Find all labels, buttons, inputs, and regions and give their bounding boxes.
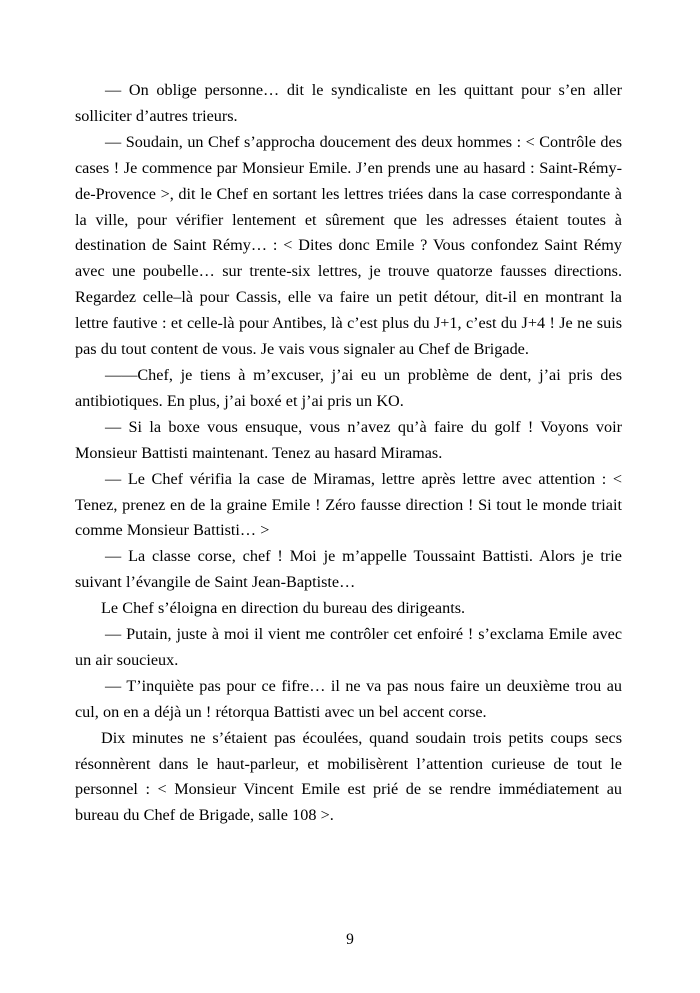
paragraph: — Si la boxe vous ensuque, vous n’avez qu’à faire du golf ! Voyons voir Monsieur Battisti maintenant. Tenez au hasard Miramas. (75, 417, 622, 462)
paragraph: — Le Chef vérifia la case de Miramas, lettre après lettre avec attention : < Tenez, prenez en de la graine Emile ! Zéro fausse direction ! Si tout le monde triait comme Monsieur Battisti… > (75, 469, 622, 540)
body-text-column (75, 78, 622, 829)
paragraph: — On oblige personne… dit le syndicaliste en les quittant pour s’en aller solliciter d’autres trieurs. (75, 81, 622, 125)
paragraph: — Soudain, un Chef s’approcha doucement des deux hommes : < Contrôle des cases ! Je commence par Monsieur Emile. J’en prends une au hasard : Saint-Rémy-de-Provence >, dit le Chef en sortant les lettres triées dans la case correspondante à la ville, pour vérifier lentement et sûrement que les adresses étaient toutes à destination de Saint Rémy… : < Dites donc Emile ? Vous confondez Saint Rémy avec une poubelle… sur trente-six lettres, je trouve quatorze fausses directions. Regardez celle–là pour Cassis, elle va faire un petit détour, dit-il en montrant la lettre fautive : et celle-là pour Antibes, là c’est plus du J+1, c’est du J+4 ! Je ne suis pas du tout content de vous. Je vais vous signaler au Chef de Brigade. (75, 132, 622, 359)
paragraph: — La classe corse, chef ! Moi je m’appelle Toussaint Battisti. Alors je trie suivant l’évangile de Saint Jean-Baptiste… (75, 547, 622, 592)
paragraph: — T’inquiète pas pour ce fifre… il ne va pas nous faire un deuxième trou au cul, on en a déjà un ! rétorqua Battisti avec un bel accent corse. (75, 676, 622, 721)
paragraph: ——Chef, je tiens à m’excuser, j’ai eu un problème de dent, j’ai pris des antibiotiques. En plus, j’ai boxé et j’ai pris un KO. (75, 365, 622, 410)
paragraph: Dix minutes ne s’étaient pas écoulées, quand soudain trois petits coups secs résonnèrent dans le haut-parleur, et mobilisèrent l’attention curieuse de tout le personnel : < Monsieur Vincent Emile est prié de se rendre immédiatement au bureau du Chef de Brigade, salle 108 >. (75, 728, 622, 825)
paragraph: Le Chef s’éloigna en direction du bureau des dirigeants. (101, 599, 466, 618)
page-number: 9 (346, 931, 354, 948)
paragraph: — Putain, juste à moi il vient me contrôler cet enfoiré ! s’exclama Emile avec un air soucieux. (75, 625, 622, 669)
